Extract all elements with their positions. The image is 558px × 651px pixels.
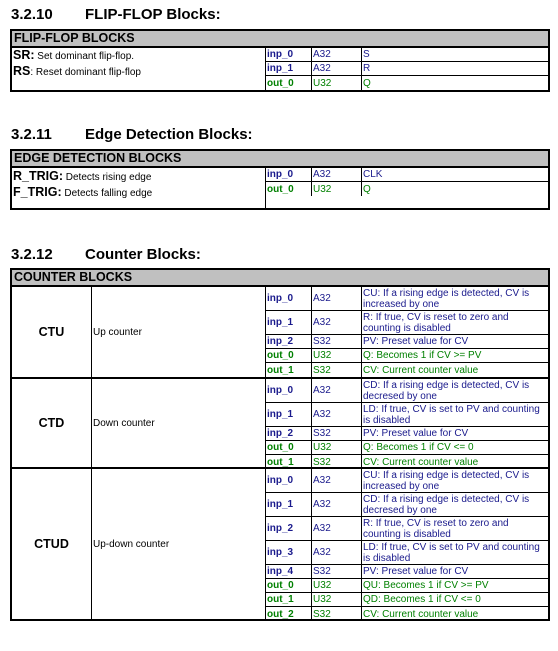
port-type: A32 [312, 541, 362, 564]
port-type: U32 [312, 593, 362, 606]
section-number: 3.2.11 [11, 126, 52, 143]
table-header: COUNTER BLOCKS [12, 270, 548, 287]
flipflop-group [12, 48, 548, 90]
port-description: CD: If a rising edge is detected, CV is decresed by one [363, 379, 530, 402]
port-name: inp_0 [266, 287, 312, 310]
port-type: S32 [312, 335, 362, 348]
port-type: S32 [312, 363, 362, 377]
port-row [266, 76, 548, 90]
port-type: A32 [312, 48, 362, 61]
port-row [266, 335, 548, 349]
port-type: U32 [312, 579, 362, 592]
port-row [266, 541, 548, 565]
port-name: out_0 [266, 76, 312, 90]
port-row [266, 493, 548, 517]
port-row [266, 349, 548, 363]
port-description: CLK [363, 169, 383, 180]
port-name: inp_2 [266, 517, 312, 540]
flipflop-names [12, 48, 265, 90]
edge-table [10, 149, 550, 210]
port-description: QU: Becomes 1 if CV >= PV [363, 580, 489, 591]
port-row [266, 469, 548, 493]
port-description: R: If true, CV is reset to zero and counting is disabled [363, 517, 509, 540]
section-number: 3.2.12 [11, 246, 53, 263]
port-type: A32 [312, 168, 362, 181]
port-description: QD: Becomes 1 if CV <= 0 [363, 594, 481, 605]
port-row [266, 287, 548, 311]
port-name: inp_1 [266, 493, 312, 516]
block-name: CTD [12, 379, 92, 467]
block-name: CTUD [12, 469, 92, 619]
port-type: U32 [312, 182, 362, 196]
port-description: CV: Current counter value [363, 456, 479, 468]
port-type: S32 [312, 455, 362, 469]
port-type: A32 [312, 379, 362, 402]
block-name-r-trig: R_TRIG: Detects rising edge [13, 169, 152, 183]
port-description: PV: Preset value for CV [363, 566, 469, 577]
port-name: inp_2 [266, 335, 312, 348]
port-description: LD: If true, CV is set to PV and counting is disabled [363, 403, 540, 426]
port-name: inp_0 [266, 469, 312, 492]
block-description: Down counter [93, 417, 155, 429]
block-name-rs: RS: Reset dominant flip-flop [13, 64, 141, 78]
port-name: out_0 [266, 441, 312, 454]
port-name: inp_2 [266, 427, 312, 440]
counter-group-ctd [12, 377, 548, 467]
port-description: CD: If a rising edge is detected, CV is decresed by one [363, 493, 530, 516]
port-type: A32 [312, 311, 362, 334]
port-description: CV: Current counter value [363, 608, 479, 620]
port-description: CU: If a rising edge is detected, CV is increased by one [363, 287, 530, 310]
port-name: out_1 [266, 455, 312, 469]
port-name: out_1 [266, 593, 312, 606]
port-type: A32 [312, 62, 362, 75]
port-name: inp_1 [266, 311, 312, 334]
port-type: S32 [312, 427, 362, 440]
port-type: A32 [312, 403, 362, 426]
port-name: out_0 [266, 182, 312, 196]
port-type: A32 [312, 287, 362, 310]
port-row [266, 48, 548, 62]
port-name: inp_1 [266, 403, 312, 426]
port-name: out_1 [266, 363, 312, 377]
port-description: R [363, 63, 371, 74]
port-description: Q [363, 77, 371, 89]
port-type: U32 [312, 441, 362, 454]
port-description: R: If true, CV is reset to zero and counting is disabled [363, 311, 509, 334]
port-row [266, 182, 548, 196]
port-description: LD: If true, CV is set to PV and counting is disabled [363, 541, 540, 564]
port-name: inp_4 [266, 565, 312, 578]
block-name: CTU [12, 287, 92, 377]
port-row [266, 62, 548, 76]
block-description: Up-down counter [93, 538, 170, 550]
counter-ports [265, 379, 548, 467]
port-name: out_0 [266, 349, 312, 362]
port-description: CV: Current counter value [363, 364, 479, 376]
section-heading: Counter Blocks: [85, 246, 201, 263]
counter-group-ctu [12, 287, 548, 377]
port-row [266, 311, 548, 335]
port-row [266, 168, 548, 182]
port-description: Q [363, 183, 371, 195]
block-description: Up counter [93, 326, 142, 338]
port-name: inp_3 [266, 541, 312, 564]
block-name-f-trig: F_TRIG: Detects falling edge [13, 185, 153, 199]
counter-ports [265, 287, 548, 377]
port-type: A32 [312, 517, 362, 540]
table-header: FLIP-FLOP BLOCKS [12, 31, 548, 48]
counter-ports [265, 469, 548, 619]
port-description: CU: If a rising edge is detected, CV is increased by one [363, 469, 530, 492]
block-name-sr: SR: Set dominant flip-flop. [13, 48, 135, 62]
port-description: Q: Becomes 1 if CV >= PV [363, 350, 482, 361]
section-heading: FLIP-FLOP Blocks: [85, 6, 221, 23]
section-number: 3.2.10 [11, 6, 53, 23]
edge-ports [265, 168, 548, 208]
section-title-edge [11, 126, 253, 143]
port-description: PV: Preset value for CV [363, 428, 469, 439]
port-row [266, 427, 548, 441]
counter-groups [12, 287, 548, 619]
port-name: inp_1 [266, 62, 312, 75]
counter-group-ctud [12, 467, 548, 619]
edge-names [12, 168, 265, 208]
port-row [266, 403, 548, 427]
section-title-counter [11, 246, 201, 263]
port-row [266, 517, 548, 541]
port-name: inp_0 [266, 48, 312, 61]
port-type: U32 [312, 76, 362, 90]
section-title-flipflop [11, 6, 221, 23]
counter-table [10, 268, 550, 621]
port-row [266, 379, 548, 403]
port-type: U32 [312, 349, 362, 362]
table-header: EDGE DETECTION BLOCKS [12, 151, 548, 168]
port-name: inp_0 [266, 168, 312, 181]
port-row [266, 593, 548, 607]
port-row [266, 363, 548, 377]
port-type: A32 [312, 493, 362, 516]
port-name: inp_0 [266, 379, 312, 402]
port-row [266, 579, 548, 593]
port-name: out_2 [266, 607, 312, 621]
edge-group [12, 168, 548, 208]
port-type: A32 [312, 469, 362, 492]
port-description: S [363, 49, 370, 60]
port-type: S32 [312, 565, 362, 578]
port-row [266, 441, 548, 455]
port-row [266, 607, 548, 621]
flipflop-table [10, 29, 550, 92]
port-description: Q: Becomes 1 if CV <= 0 [363, 442, 474, 453]
flipflop-ports [265, 48, 548, 90]
port-type: S32 [312, 607, 362, 621]
section-heading: Edge Detection Blocks: [85, 126, 253, 143]
port-description: PV: Preset value for CV [363, 336, 469, 347]
port-name: out_0 [266, 579, 312, 592]
port-row [266, 565, 548, 579]
